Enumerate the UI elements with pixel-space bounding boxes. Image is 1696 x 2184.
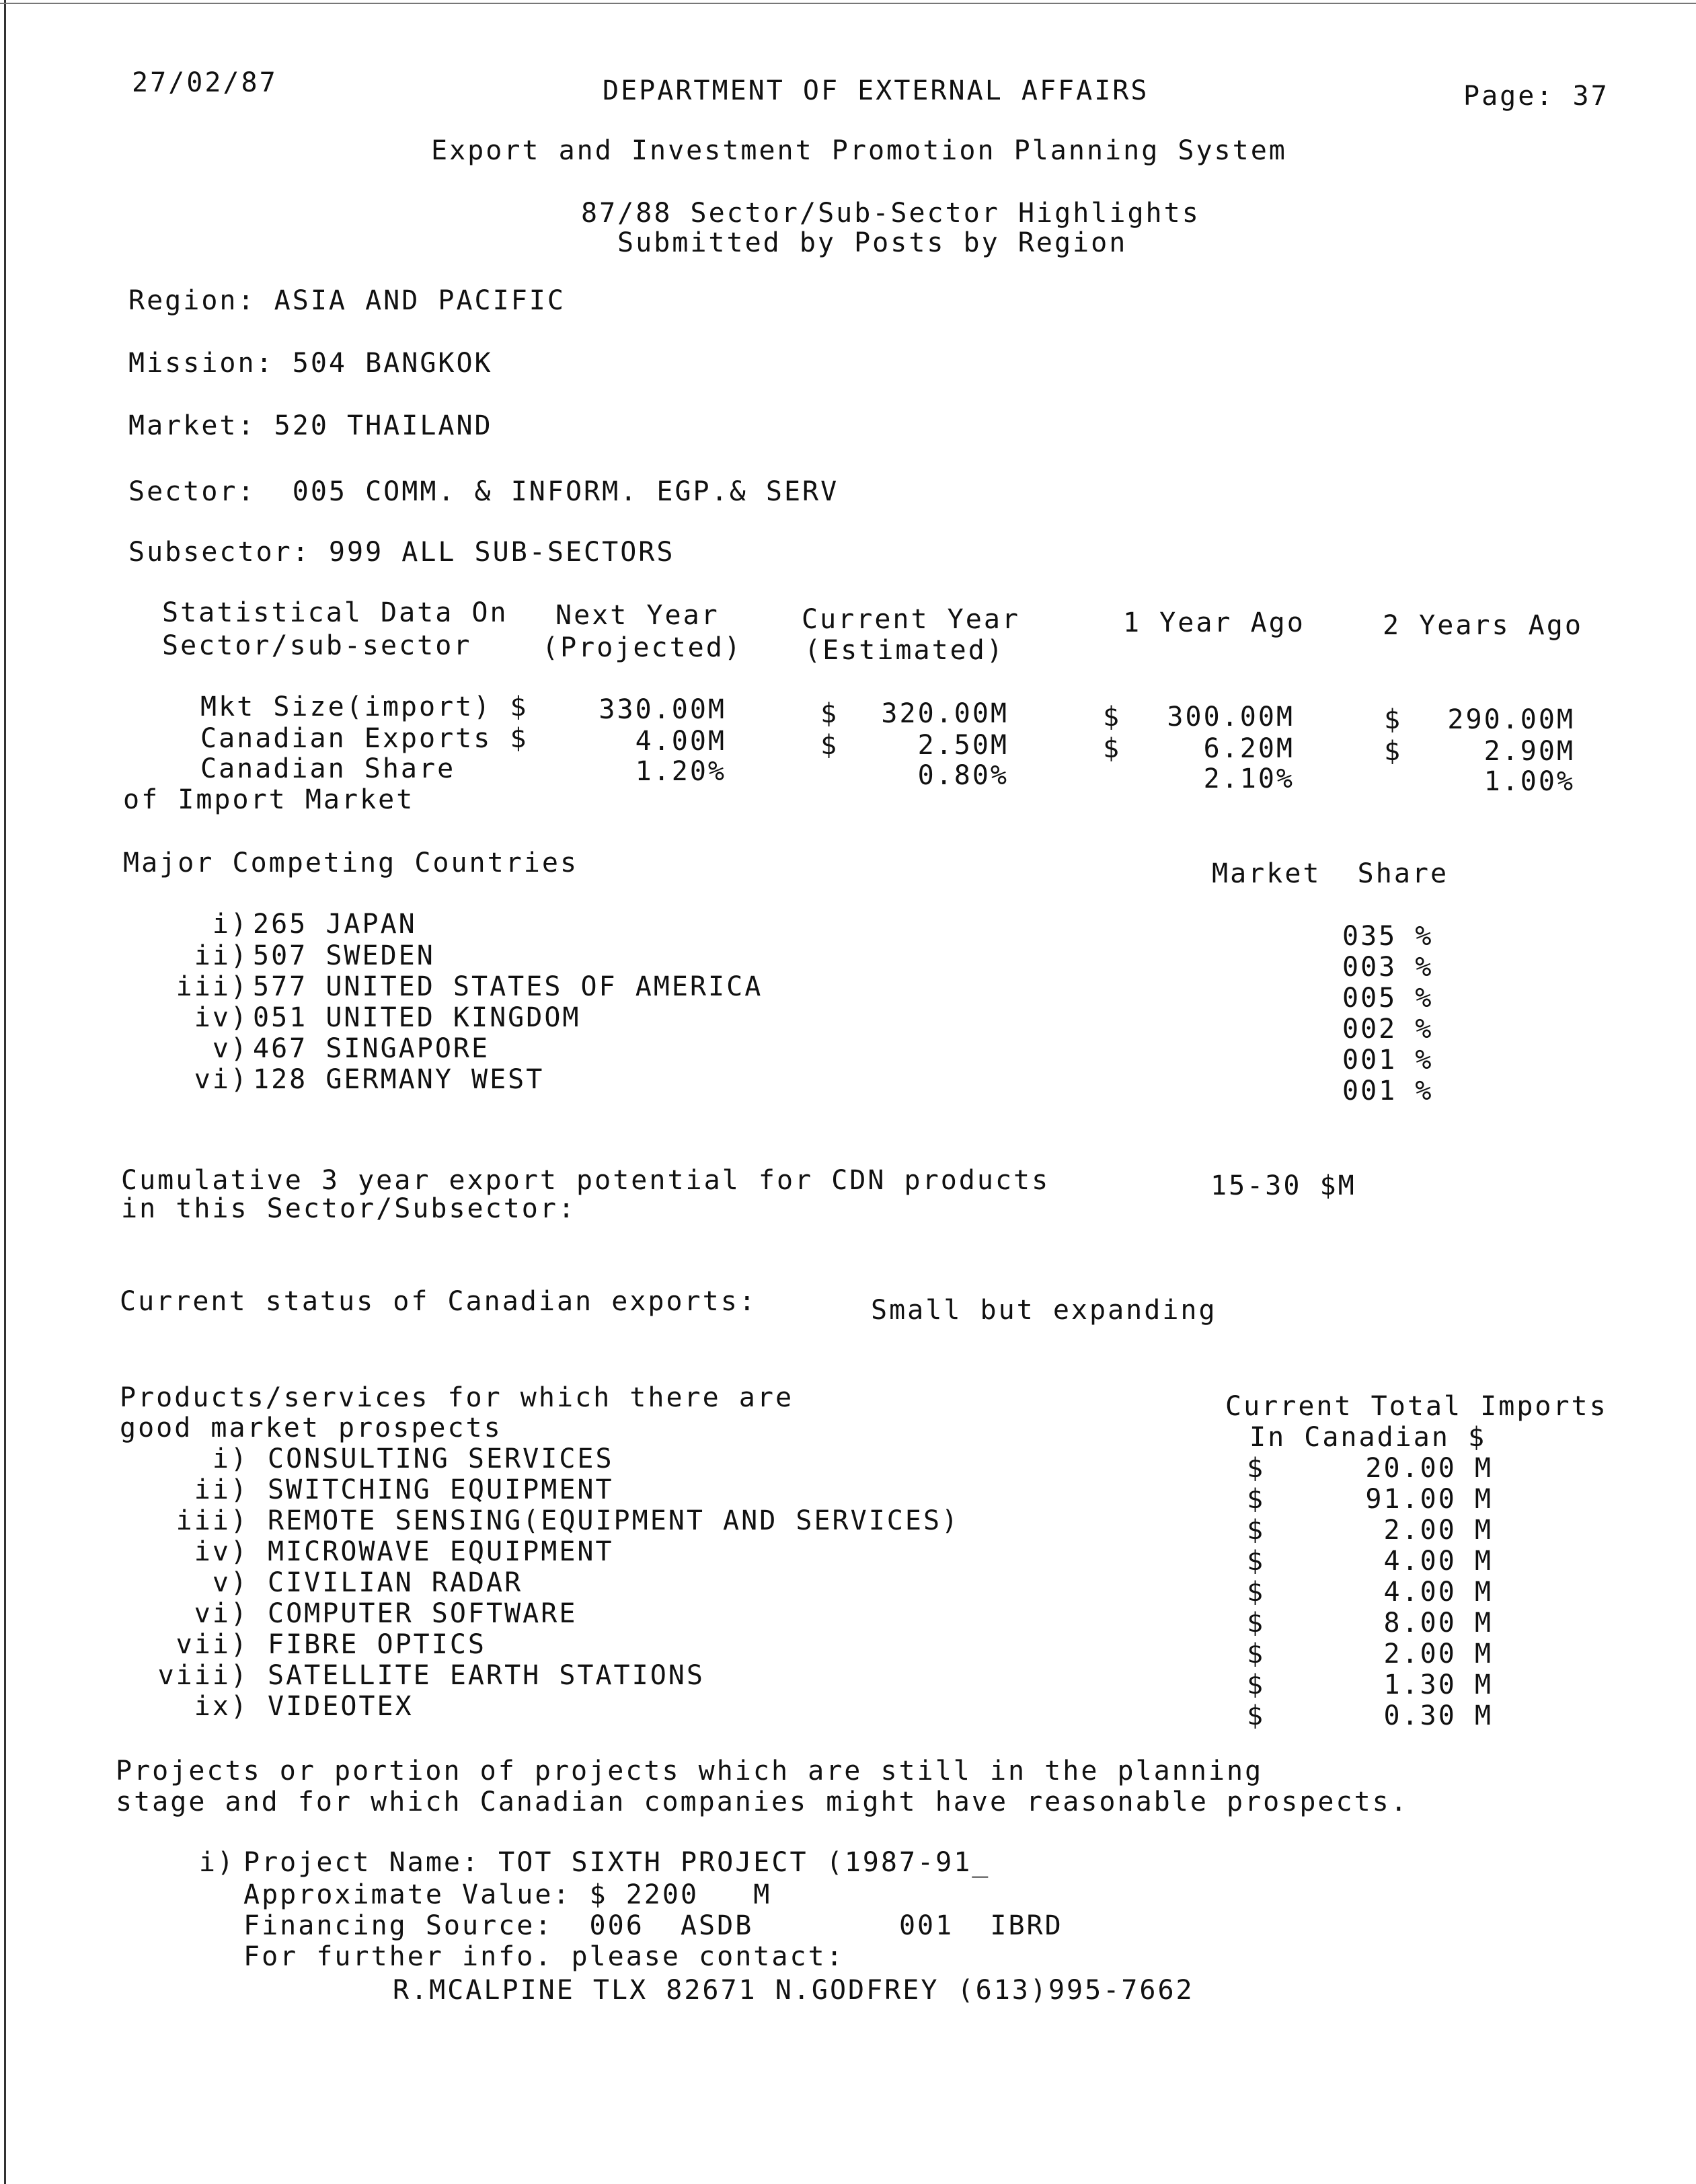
report-date: 27/02/87 — [132, 67, 278, 98]
product-name: VIDEOTEX — [268, 1691, 414, 1722]
export-status-label: Current status of Canadian exports: — [120, 1286, 757, 1317]
subsector-field: Subsector: 999 ALL SUB-SECTORS — [128, 537, 675, 568]
product-number: iv) — [194, 1536, 249, 1567]
stats-next: 4.00M — [635, 726, 726, 757]
product-value: 4.00 M — [1383, 1546, 1493, 1577]
export-potential-line-2: in this Sector/Subsector: — [121, 1193, 577, 1224]
stats-label: Canadian Exports $ — [200, 723, 529, 754]
stats-header-one-year: 1 Year Ago — [1123, 607, 1305, 638]
stats-label-continuation: of Import Market — [123, 784, 415, 815]
export-potential-value: 15-30 $M — [1210, 1170, 1356, 1201]
stats-two-sign: $ — [1384, 736, 1403, 767]
stats-current-sign: $ — [820, 698, 839, 729]
stats-label: Mkt Size(import) $ — [200, 691, 529, 722]
product-sign: $ — [1247, 1515, 1266, 1546]
projects-intro-line-1: Projects or portion of projects which are still in the planning — [116, 1756, 1264, 1786]
competitor-number: i) — [212, 909, 249, 940]
product-name: CONSULTING SERVICES — [268, 1443, 614, 1474]
stats-one: 6.20M — [1203, 733, 1295, 764]
product-value: 1.30 M — [1383, 1669, 1493, 1700]
competitor-name: 467 SINGAPORE — [253, 1033, 490, 1064]
product-value: 20.00 M — [1365, 1453, 1493, 1484]
product-name: REMOTE SENSING(EQUIPMENT AND SERVICES) — [268, 1505, 960, 1536]
product-name: SATELLITE EARTH STATIONS — [268, 1660, 705, 1691]
product-name: MICROWAVE EQUIPMENT — [268, 1536, 614, 1567]
stats-header-label-2: Sector/sub-sector — [162, 630, 472, 661]
product-number: vi) — [194, 1598, 249, 1629]
stats-two: 290.00M — [1447, 704, 1575, 735]
stats-two-sign: $ — [1384, 704, 1403, 735]
product-sign: $ — [1247, 1700, 1266, 1731]
product-sign: $ — [1247, 1639, 1266, 1669]
product-sign: $ — [1247, 1669, 1266, 1700]
competitor-name: 507 SWEDEN — [253, 940, 435, 971]
stats-current-sign: $ — [820, 730, 839, 761]
product-value: 2.00 M — [1383, 1515, 1493, 1546]
competitor-share: 002 % — [1342, 1014, 1434, 1045]
stats-header-next-2: (Projected) — [542, 632, 742, 663]
competitor-share: 001 % — [1342, 1045, 1434, 1076]
competitor-share: 035 % — [1342, 921, 1434, 952]
project-value: Approximate Value: $ 2200 M — [243, 1879, 772, 1910]
product-sign: $ — [1247, 1453, 1266, 1484]
product-value: 91.00 M — [1365, 1484, 1493, 1515]
product-name: SWITCHING EQUIPMENT — [268, 1474, 614, 1505]
department-name: DEPARTMENT OF EXTERNAL AFFAIRS — [603, 75, 1149, 106]
mission-field: Mission: 504 BANGKOK — [128, 348, 493, 379]
product-number: viii) — [157, 1660, 249, 1691]
product-number: v) — [212, 1567, 249, 1598]
competitor-number: iv) — [194, 1002, 249, 1033]
scan-edge-top — [0, 3, 1696, 4]
product-number: ix) — [194, 1691, 249, 1722]
stats-header-label-1: Statistical Data On — [162, 597, 508, 628]
projects-intro-line-2: stage and for which Canadian companies might have reasonable prospects. — [116, 1786, 1409, 1817]
export-potential-line-1: Cumulative 3 year export potential for CDN products — [121, 1165, 1050, 1196]
project-contact: R.MCALPINE TLX 82671 N.GODFREY (613)995-7662 — [393, 1975, 1194, 2006]
competitor-share: 003 % — [1342, 952, 1434, 983]
stats-header-next-1: Next Year — [555, 600, 720, 631]
competitor-name: 051 UNITED KINGDOM — [253, 1002, 581, 1033]
products-heading-1: Products/services for which there are — [120, 1382, 794, 1413]
product-sign: $ — [1247, 1608, 1266, 1639]
competitors-heading: Major Competing Countries — [123, 848, 579, 878]
stats-one: 2.10% — [1203, 763, 1295, 794]
product-value: 8.00 M — [1383, 1608, 1493, 1639]
competitor-share: 005 % — [1342, 983, 1434, 1014]
export-status-value: Small but expanding — [871, 1295, 1217, 1326]
scan-edge-left — [4, 0, 6, 2184]
project-name: Project Name: TOT SIXTH PROJECT (1987-91_ — [243, 1847, 991, 1878]
product-value: 2.00 M — [1383, 1639, 1493, 1669]
project-number: i) — [198, 1847, 235, 1878]
product-number: iii) — [176, 1505, 249, 1536]
system-name: Export and Investment Promotion Planning System — [431, 135, 1287, 166]
sector-field: Sector: 005 COMM. & INFORM. EGP.& SERV — [128, 476, 839, 507]
stats-current: 320.00M — [881, 698, 1009, 729]
product-name: COMPUTER SOFTWARE — [268, 1598, 578, 1629]
products-heading-2: good market prospects — [120, 1413, 502, 1443]
stats-label: Canadian Share — [200, 753, 456, 784]
stats-one: 300.00M — [1167, 702, 1295, 732]
stats-current: 2.50M — [917, 730, 1009, 761]
stats-one-sign: $ — [1103, 733, 1122, 764]
stats-header-current-1: Current Year — [802, 604, 1020, 635]
product-sign: $ — [1247, 1577, 1266, 1608]
report-title: 87/88 Sector/Sub-Sector Highlights — [581, 198, 1200, 229]
competitor-share: 001 % — [1342, 1076, 1434, 1106]
report-subtitle: Submitted by Posts by Region — [617, 227, 1128, 258]
product-value: 4.00 M — [1383, 1577, 1493, 1608]
imports-heading-1: Current Total Imports — [1225, 1391, 1608, 1422]
product-number: vii) — [176, 1629, 249, 1660]
stats-header-two-years: 2 Years Ago — [1383, 610, 1583, 641]
stats-current: 0.80% — [917, 760, 1009, 791]
product-name: FIBRE OPTICS — [268, 1629, 486, 1660]
stats-two: 2.90M — [1483, 736, 1575, 767]
region-field: Region: ASIA AND PACIFIC — [128, 285, 566, 316]
project-financing: Financing Source: 006 ASDB 001 IBRD — [243, 1910, 1063, 1941]
product-sign: $ — [1247, 1484, 1266, 1515]
stats-next: 330.00M — [599, 694, 726, 725]
competitor-name: 577 UNITED STATES OF AMERICA — [253, 971, 763, 1002]
competitor-number: vi) — [194, 1064, 249, 1095]
stats-two: 1.00% — [1483, 766, 1575, 797]
project-contact-label: For further info. please contact: — [243, 1941, 845, 1972]
competitor-number: v) — [212, 1033, 249, 1064]
product-number: i) — [212, 1443, 249, 1474]
competitor-number: ii) — [194, 940, 249, 971]
stats-header-current-2: (Estimated) — [804, 635, 1005, 666]
competitor-name: 265 JAPAN — [253, 909, 417, 940]
competitor-name: 128 GERMANY WEST — [253, 1064, 545, 1095]
market-share-heading: Market Share — [1212, 858, 1449, 889]
stats-next: 1.20% — [635, 756, 726, 787]
imports-heading-2: In Canadian $ — [1249, 1422, 1487, 1453]
competitor-number: iii) — [176, 971, 249, 1002]
page-number: Page: 37 — [1463, 81, 1609, 112]
product-sign: $ — [1247, 1546, 1266, 1577]
product-value: 0.30 M — [1383, 1700, 1493, 1731]
product-name: CIVILIAN RADAR — [268, 1567, 523, 1598]
stats-one-sign: $ — [1103, 702, 1122, 732]
market-field: Market: 520 THAILAND — [128, 410, 493, 441]
product-number: ii) — [194, 1474, 249, 1505]
